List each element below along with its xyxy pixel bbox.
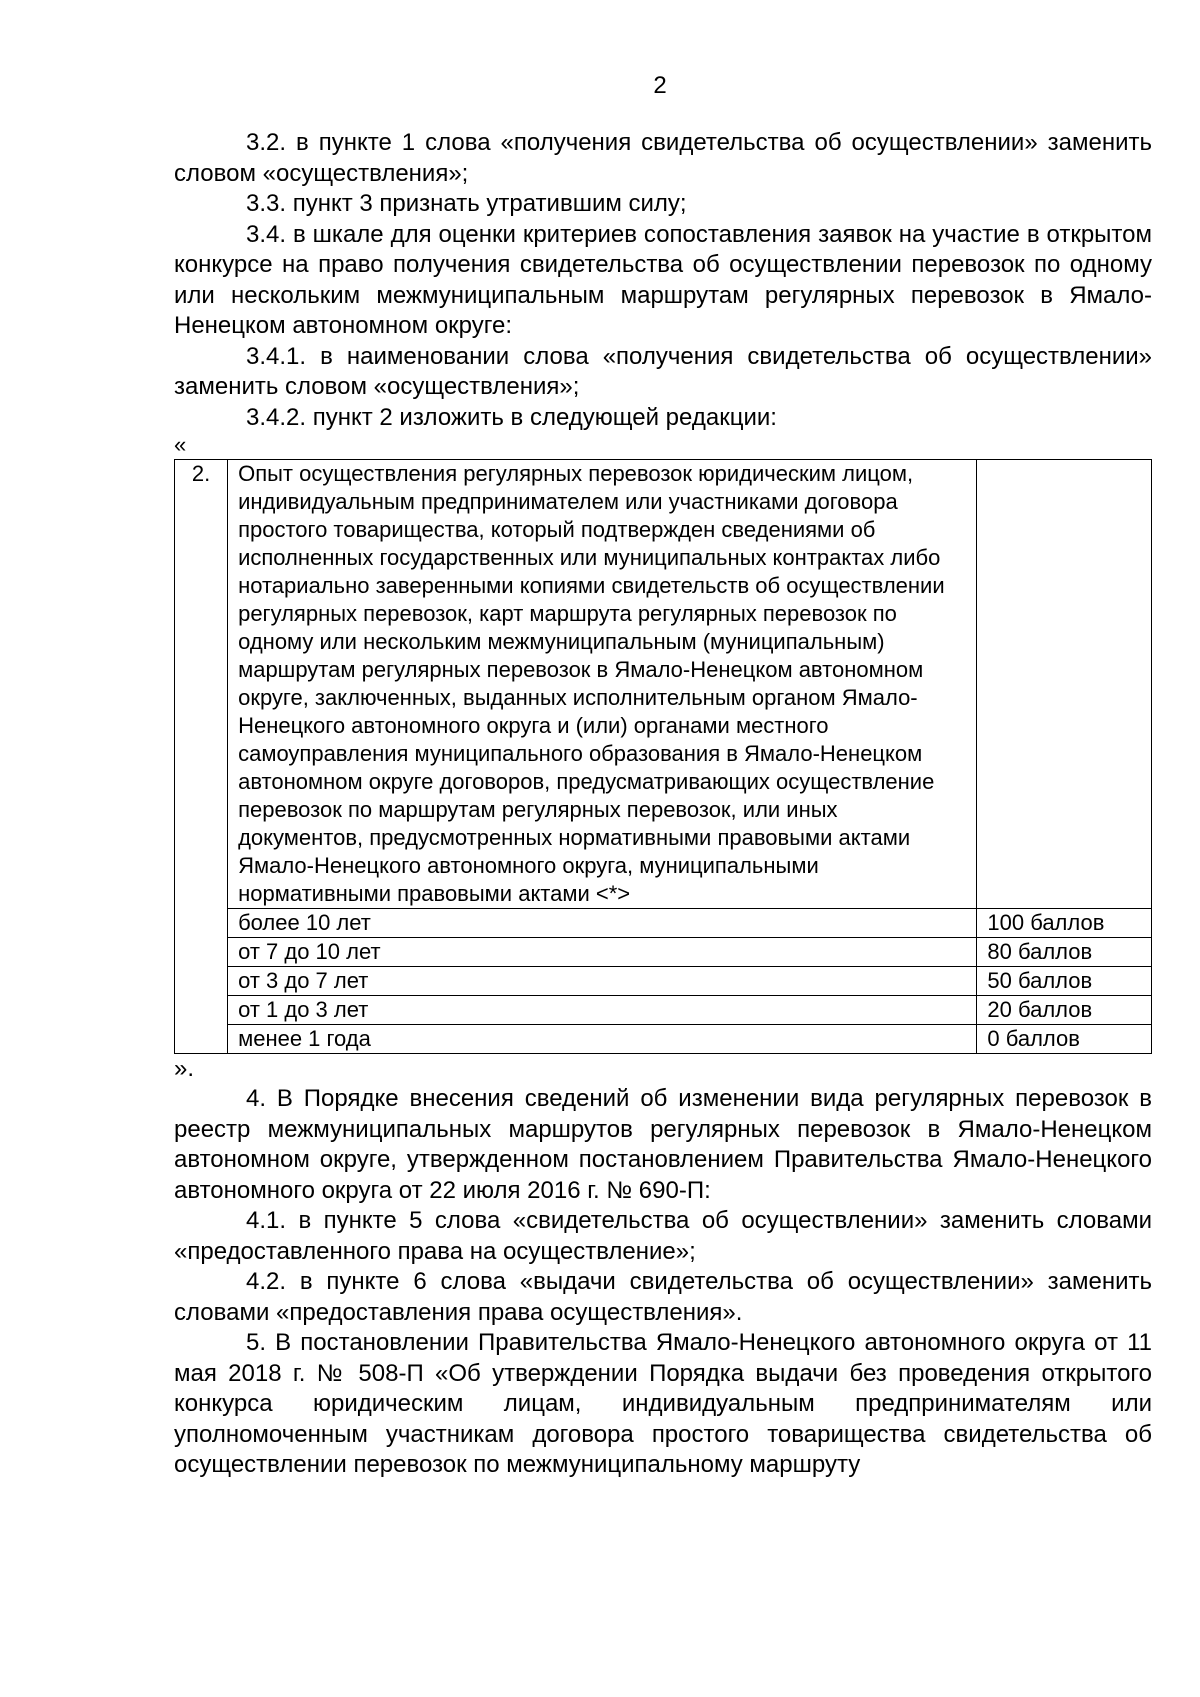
- criterion-number: 2.: [175, 460, 228, 1054]
- paragraph-4-2: 4.2. в пункте 6 слова «выдачи свидетельства об осуществлении» заменить словами «предоставления права осуществления».: [174, 1268, 1152, 1326]
- paragraph-4-1: 4.1. в пункте 5 слова «свидетельства об осуществлении» заменить словами «предоставленного права на осуществление»;: [174, 1207, 1152, 1265]
- criteria-table: [174, 459, 1152, 1054]
- paragraph-3-3: 3.3. пункт 3 признать утратившим силу;: [246, 190, 687, 217]
- score-cell: 80 баллов: [977, 938, 1152, 967]
- document-body: [174, 128, 1152, 1481]
- paragraph-3-2: 3.2. в пункте 1 слова «получения свидетельства об осуществлении» заменить словом «осуществления»;: [174, 129, 1152, 187]
- paragraph-4: 4. В Порядке внесения сведений об изменении вида регулярных перевозок в реестр межмуниципальных маршрутов регулярных перевозок в Ямало-Ненецком автономном округе, утвержденном постановлением Правительства Ямало-Ненецкого автономного округа от 22 июля 2016 г. № 690-П:: [174, 1085, 1152, 1204]
- table-row: [175, 967, 1152, 996]
- score-cell: 50 баллов: [977, 967, 1152, 996]
- table-row: [175, 909, 1152, 938]
- criterion-description: Опыт осуществления регулярных перевозок юридическим лицом, индивидуальным предпринимателем или участниками договора простого товарищества, который подтвержден сведениями об исполненных государственных или муниципальных контрактах либо нотариально заверенными копиями свидетельств об осуществлении регулярных перевозок, карт маршрута регулярных перевозок по одному или нескольким межмуниципальным (муниципальным) маршрутам регулярных перевозок в Ямало-Ненецком автономном округе, заключенных, выданных исполнительным органом Ямало-Ненецкого автономного округа и (или) органами местного самоуправления муниципального образования в Ямало-Ненецком автономном округе договоров, предусматривающих осуществление перевозок по маршрутам регулярных перевозок, или иных документов, предусмотренных нормативными правовыми актами Ямало-Ненецкого автономного округа, муниципальными нормативными правовыми актами <*>: [228, 460, 977, 909]
- score-cell: 20 баллов: [977, 996, 1152, 1025]
- paragraph-3-4-1: 3.4.1. в наименовании слова «получения свидетельства об осуществлении» заменить словом «осуществления»;: [174, 342, 1152, 400]
- period-cell: более 10 лет: [228, 909, 977, 938]
- score-cell: 0 баллов: [977, 1025, 1152, 1054]
- period-cell: от 7 до 10 лет: [228, 938, 977, 967]
- paragraph-3-4-2: 3.4.2. пункт 2 изложить в следующей редакции:: [246, 403, 777, 431]
- period-cell: от 3 до 7 лет: [228, 967, 977, 996]
- table-row: [175, 1025, 1152, 1054]
- table-row: [175, 460, 1152, 909]
- paragraph-5: 5. В постановлении Правительства Ямало-Ненецкого автономного округа от 11 мая 2018 г. № 508-П «Об утверждении Порядка выдачи без проведения открытого конкурса юридическим лицам, индивидуальным предпринимателям или уполномоченным участникам договора простого товарищества свидетельства об осуществлении перевозок по межмуниципальному маршруту: [174, 1329, 1152, 1478]
- score-cell: 100 баллов: [977, 909, 1152, 938]
- criterion-score-empty: [977, 460, 1152, 909]
- closing-quote: ».: [174, 1055, 195, 1082]
- table-row: [175, 996, 1152, 1025]
- period-cell: от 1 до 3 лет: [228, 996, 977, 1025]
- paragraph-3-4: 3.4. в шкале для оценки критериев сопоставления заявок на участие в открытом конкурсе на право получения свидетельства об осуществлении перевозок по одному или нескольким межмуниципальным маршрутам регулярных перевозок в Ямало-Ненецком автономном округе:: [174, 220, 1152, 339]
- page-number: 2: [653, 72, 667, 99]
- table-row: [175, 938, 1152, 967]
- period-cell: менее 1 года: [228, 1025, 977, 1054]
- opening-quote: «: [174, 432, 187, 457]
